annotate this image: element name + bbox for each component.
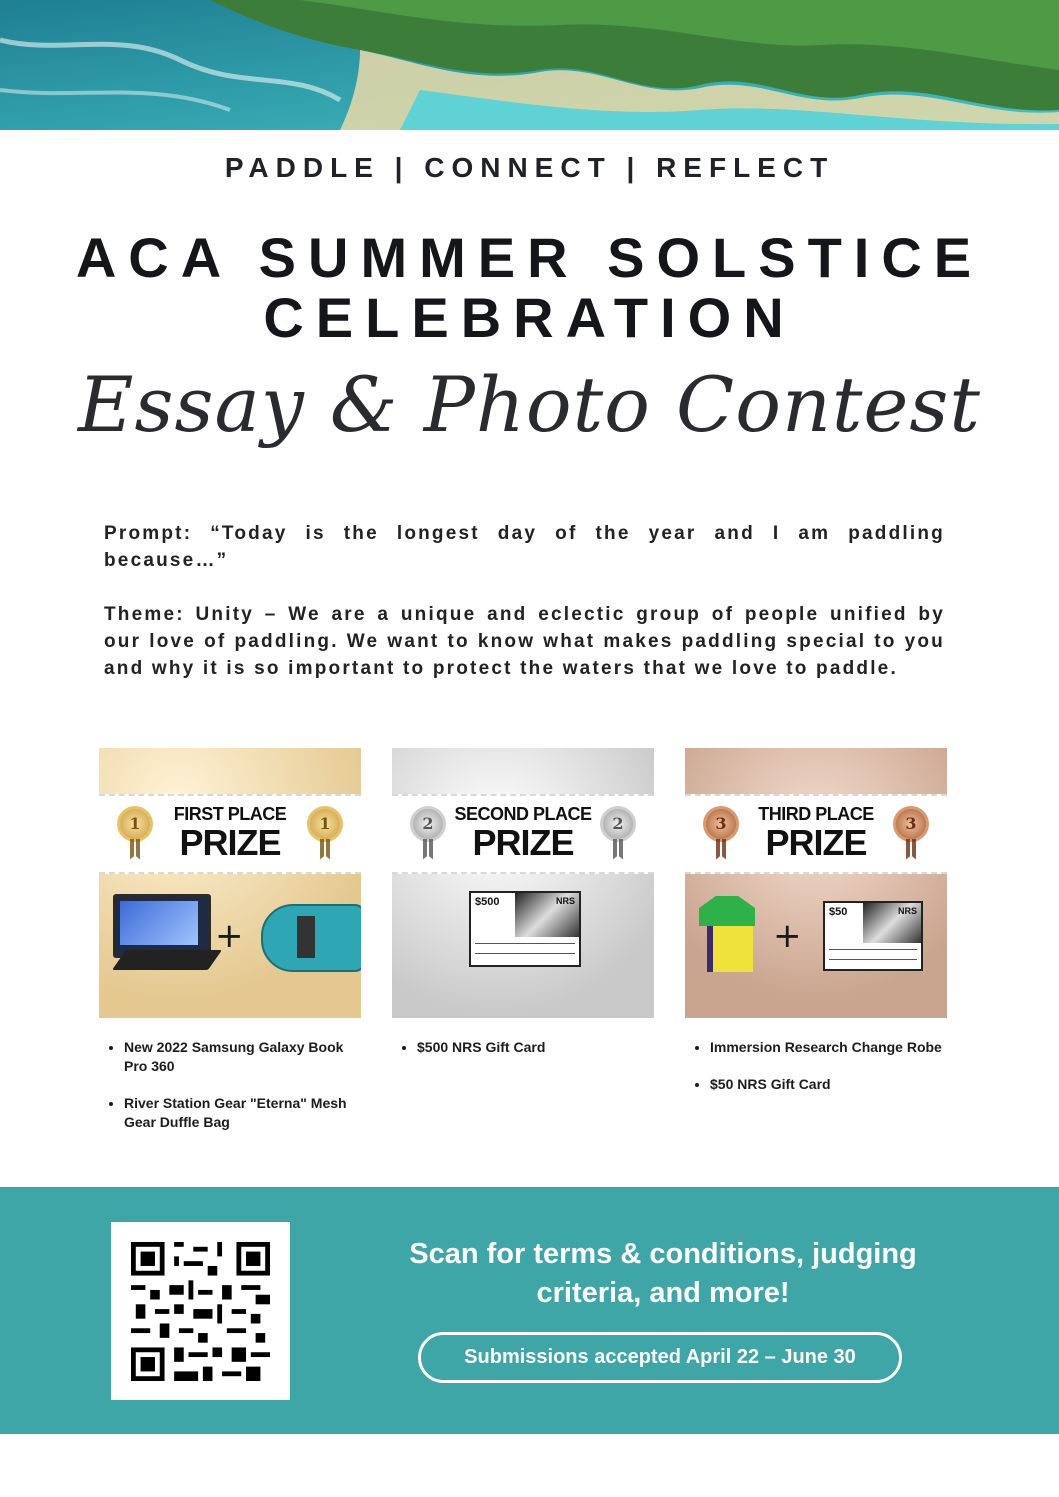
prize-label: PRIZE <box>765 822 867 863</box>
card-amount: $500 <box>475 896 500 908</box>
robe-top <box>699 896 755 926</box>
laptop-base <box>112 950 222 970</box>
qr-code[interactable] <box>111 1222 290 1400</box>
gift-card-icon <box>469 891 581 967</box>
coastline-aerial-image <box>0 0 1059 130</box>
card-amount: $50 <box>829 906 848 918</box>
list-item: • Immersion Research Change Robe <box>710 1038 942 1057</box>
first-place-prize-card <box>99 748 361 1018</box>
card-line <box>829 959 917 960</box>
prize-label: PRIZE <box>472 822 574 863</box>
prize-banner <box>99 794 361 874</box>
silver-medal-icon: 2 <box>600 806 636 842</box>
list-item: • $500 NRS Gift Card <box>417 1038 649 1057</box>
card-brand: NRS <box>555 896 575 906</box>
prize-label: PRIZE <box>179 822 281 863</box>
scan-instructions: Scan for terms & conditions, judging criteria, and more! <box>409 1238 917 1309</box>
prize-place: FIRST PLACE <box>173 804 287 824</box>
laptop-icon <box>113 894 211 958</box>
page-title <box>0 228 1059 348</box>
title-line-1: ACA SUMMER SOLSTICE <box>75 226 984 289</box>
qr-code-icon <box>131 1242 270 1381</box>
duffle-bag-icon <box>261 904 361 972</box>
second-place-prize-card <box>392 748 654 1018</box>
third-place-prize-card <box>685 748 947 1018</box>
list-item: • River Station Gear "Eterna" Mesh Gear Duffle Bag <box>124 1094 356 1132</box>
robe-bottom <box>707 926 753 972</box>
plus-icon: + <box>773 916 802 956</box>
hero-photo <box>0 0 1059 130</box>
theme-text: Theme: Unity – We are a unique and eclectic group of people unified by our love of paddling. We want to know what makes paddling special to you and why it is so important to protect the waters that we love to paddle. <box>104 604 945 679</box>
script-subtitle: Essay & Photo Contest <box>78 360 981 449</box>
silver-medal-icon: 2 <box>410 806 446 842</box>
list-item: • $50 NRS Gift Card <box>710 1075 942 1094</box>
card-line <box>475 943 575 944</box>
bronze-medal-icon: 3 <box>893 806 929 842</box>
third-prize-list <box>690 1038 942 1112</box>
change-robe-icon <box>699 896 755 972</box>
prize-place: THIRD PLACE <box>758 804 874 824</box>
prize-banner <box>685 794 947 874</box>
gold-medal-icon: 1 <box>307 806 343 842</box>
card-brand: NRS <box>897 906 917 916</box>
second-prize-list <box>397 1038 649 1075</box>
card-line <box>475 953 575 954</box>
prize-banner <box>392 794 654 874</box>
gift-card-icon <box>823 901 923 971</box>
tagline: PADDLE | CONNECT | REFLECT <box>224 152 835 183</box>
gold-medal-icon: 1 <box>117 806 153 842</box>
first-prize-list <box>104 1038 356 1150</box>
prompt-text: Prompt: “Today is the longest day of the year and I am paddling because…” <box>104 523 945 571</box>
card-line <box>829 949 917 950</box>
list-item: • New 2022 Samsung Galaxy Book Pro 360 <box>124 1038 356 1076</box>
submissions-badge: Submissions accepted April 22 – June 30 <box>418 1332 902 1383</box>
footer-banner <box>0 1187 1059 1434</box>
bronze-medal-icon: 3 <box>703 806 739 842</box>
title-line-2: CELEBRATION <box>263 286 796 349</box>
plus-icon: + <box>215 916 244 956</box>
prize-place: SECOND PLACE <box>454 804 592 824</box>
